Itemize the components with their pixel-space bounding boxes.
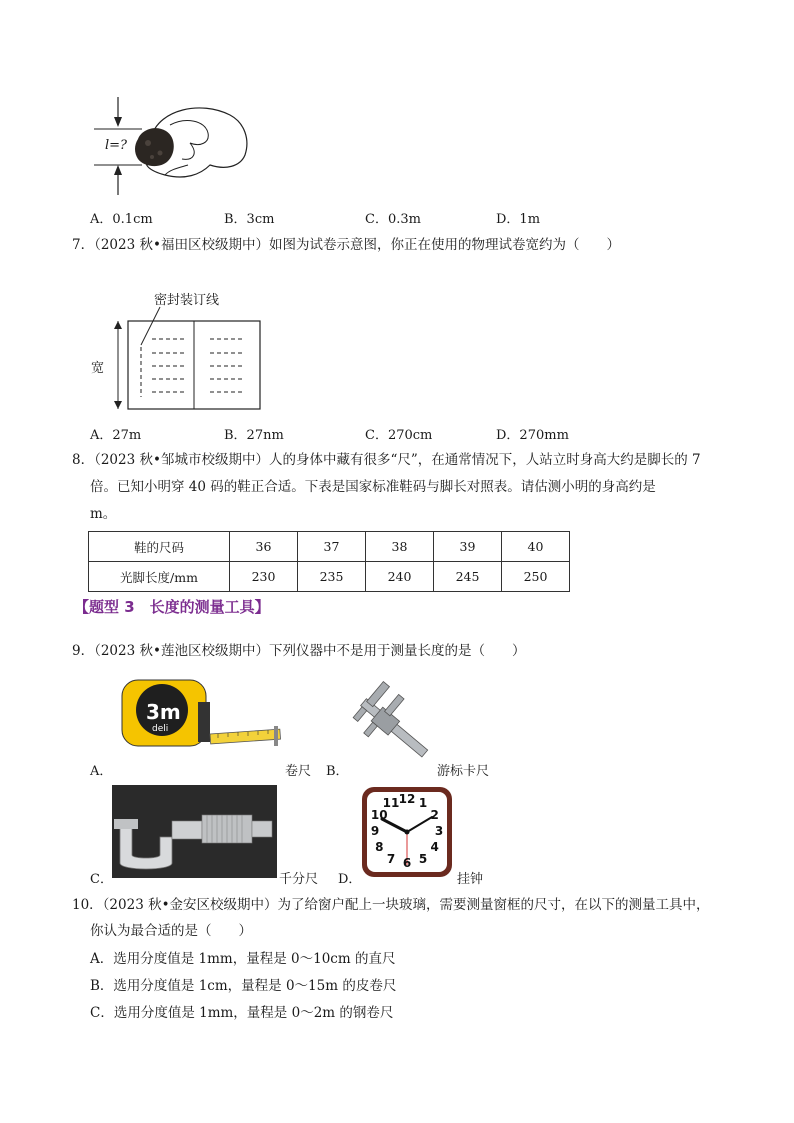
table-cell: 250 [502,562,570,592]
clock-numeral: 4 [430,840,439,854]
q7-option-d[interactable]: D．270mm [496,428,569,443]
section-heading: 【题型 3 长度的测量工具】 [74,598,270,616]
q10-option-c[interactable]: C．选用分度值是 1mm，量程是 0～2m 的钢卷尺 [90,1005,394,1021]
q7-option-a[interactable]: A．27m [90,428,142,443]
table-row [89,532,570,562]
table-cell: 38 [366,532,434,562]
q9-option-b-name[interactable]: 游标卡尺 [437,764,490,779]
exam-paper-figure [88,285,268,415]
clock-numeral: 11 [382,796,400,811]
q7-option-c[interactable]: C．270cm [365,428,433,443]
clock-numeral: 8 [375,840,384,854]
tape-measure-image [118,672,283,772]
table-cell: 235 [298,562,366,592]
q9-option-c-letter[interactable]: C． [90,872,113,887]
q9-option-a-letter[interactable]: A． [90,764,113,779]
table-cell: 36 [230,532,298,562]
clock-numeral: 6 [402,856,412,870]
q9-option-b-letter[interactable]: B． [326,764,349,779]
table-cell: 240 [366,562,434,592]
caliper-icon [345,680,435,770]
table-cell: 37 [298,532,366,562]
q10-option-b[interactable]: B．选用分度值是 1cm，量程是 0～15m 的皮卷尺 [90,978,397,994]
clock-numeral: 10 [370,808,388,822]
clock-numeral: 12 [398,792,416,806]
clock-numeral: 7 [386,851,396,866]
micrometer-icon [112,785,277,878]
q9-stem: 9．（2023 秋•莲池区校级期中）下列仪器中不是用于测量长度的是（ ） [72,643,526,659]
q10-stem-line2: 你认为最合适的是（ ） [90,923,252,939]
tape-measure-icon [118,672,283,772]
wall-clock-image [360,785,454,879]
q9-option-c-name[interactable]: 千分尺 [279,872,319,887]
q10-stem-line1: 10．（2023 秋•金安区校级期中）为了给窗户配上一块玻璃，需要测量窗框的尺寸，在以下的测量工具中， [72,897,710,913]
table-cell: 鞋的尺码 [89,532,230,562]
table-row [89,562,570,592]
q8-stem-line1: 8．（2023 秋•邹城市校级期中）人的身体中藏有很多“尺”，在通常情况下，人站立时身高大约是脚长的 7 [72,452,701,468]
q9-option-a-name[interactable]: 卷尺 [285,764,312,779]
shoe-size-table [88,531,570,592]
seal-line-label: 密封装订线 [154,293,220,308]
q6-option-c[interactable]: C．0.3m [365,212,421,227]
tape-size-label: 3m [146,700,181,724]
q6-option-a[interactable]: A．0.1cm [90,212,153,227]
q7-stem: 7．（2023 秋•福田区校级期中）如图为试卷示意图，你正在使用的物理试卷宽约为（ ） [72,237,620,253]
table-cell: 40 [502,532,570,562]
length-unknown-label: l=? [105,138,128,153]
q8-stem-line3: m。 [90,506,117,522]
clock-numeral: 2 [430,808,439,822]
q7-option-b[interactable]: B．27nm [224,428,284,443]
q6-option-d[interactable]: D．1m [496,212,541,227]
clock-numeral: 9 [370,824,380,838]
q8-stem-line2: 倍。已知小明穿 40 码的鞋正合适。下表是国家标准鞋码与脚长对照表。请估测小明的身高约是 [90,479,656,495]
table-cell: 230 [230,562,298,592]
clock-numeral: 1 [418,796,428,811]
clock-numeral: 5 [418,851,428,866]
table-cell: 光脚长度/mm [89,562,230,592]
q9-option-d-name[interactable]: 挂钟 [457,872,484,887]
micrometer-image [112,785,277,878]
vernier-caliper-image [345,680,435,770]
q6-option-b[interactable]: B．3cm [224,212,275,227]
q9-option-d-letter[interactable]: D． [338,872,362,887]
table-cell: 245 [434,562,502,592]
stone-in-hand-figure [90,95,255,200]
tape-brand-label: deli [152,724,169,734]
table-cell: 39 [434,532,502,562]
q10-option-a[interactable]: A．选用分度值是 1mm，量程是 0～10cm 的直尺 [90,951,396,967]
width-label: 宽 [91,361,105,376]
clock-numeral: 3 [434,824,444,838]
